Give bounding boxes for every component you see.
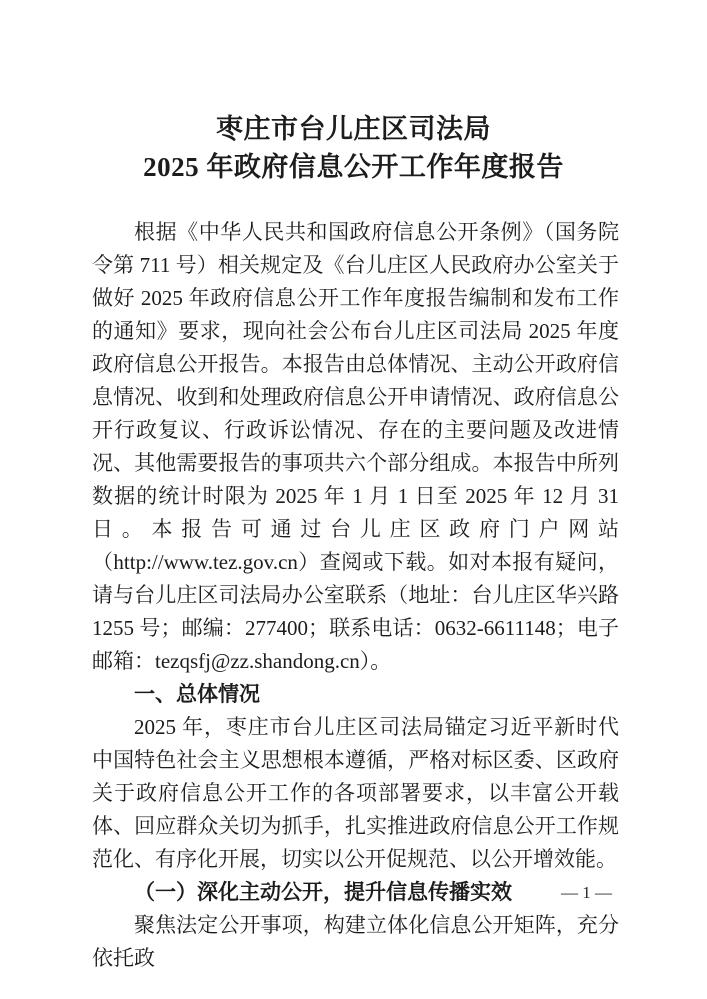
section-1-1-paragraph: 聚焦法定公开事项，构建立体化信息公开矩阵，充分依托政 (92, 913, 619, 970)
document-title-line2: 2025 年政府信息公开工作年度报告 (143, 152, 564, 182)
intro-paragraph: 根据《中华人民共和国政府信息公开条例》（国务院令第 711 号）相关规定及《台儿庄区人民政府办公室关于做好 2025 年政府信息公开工作年度报告编制和发布工作的通知》要求，现向社会公布台儿庄区司法局 2025 年度政府信息公开报告。本报告由总体情况、主动公开政府信息情况、收到和处理政府信息公开申请情况、政府信息公开行政复议、行政诉讼情况、存在的主要问题及改进情况、其他需要报告的事项共六个部分组成。本报告中所列数据的统计时限为 2025 年 1 月 1 日至 2025 年 12 月 31 日。本报告可通过台儿庄区政府门户网站（http://www.tez.gov.cn）查阅或下载。如对本报有疑问，请与台儿庄区司法局办公室联系（地址：台儿庄区华兴路 1255 号；邮编：277400；联系电话：0632-6611148；电子邮箱：tezqsfj@zz.shandong.cn）。 (92, 220, 619, 673)
page-number: — 1 — (561, 883, 612, 902)
section-1-paragraph: 2025 年，枣庄市台儿庄区司法局锚定习近平新时代中国特色社会主义思想根本遵循，严格对标区委、区政府关于政府信息公开工作的各项部署要求，以丰富公开载体、回应群众关切为抓手，扎实推进政府信息公开工作规范化、有序化开展，切实以公开促规范、以公开增效能。 (92, 715, 619, 871)
document-title-line1: 枣庄市台儿庄区司法局 (216, 114, 491, 144)
section-1-1-heading: （一）深化主动公开，提升信息传播实效 (134, 880, 512, 904)
document-body (92, 216, 619, 975)
document-title (0, 0, 707, 186)
section-1-heading: 一、总体情况 (134, 683, 260, 706)
